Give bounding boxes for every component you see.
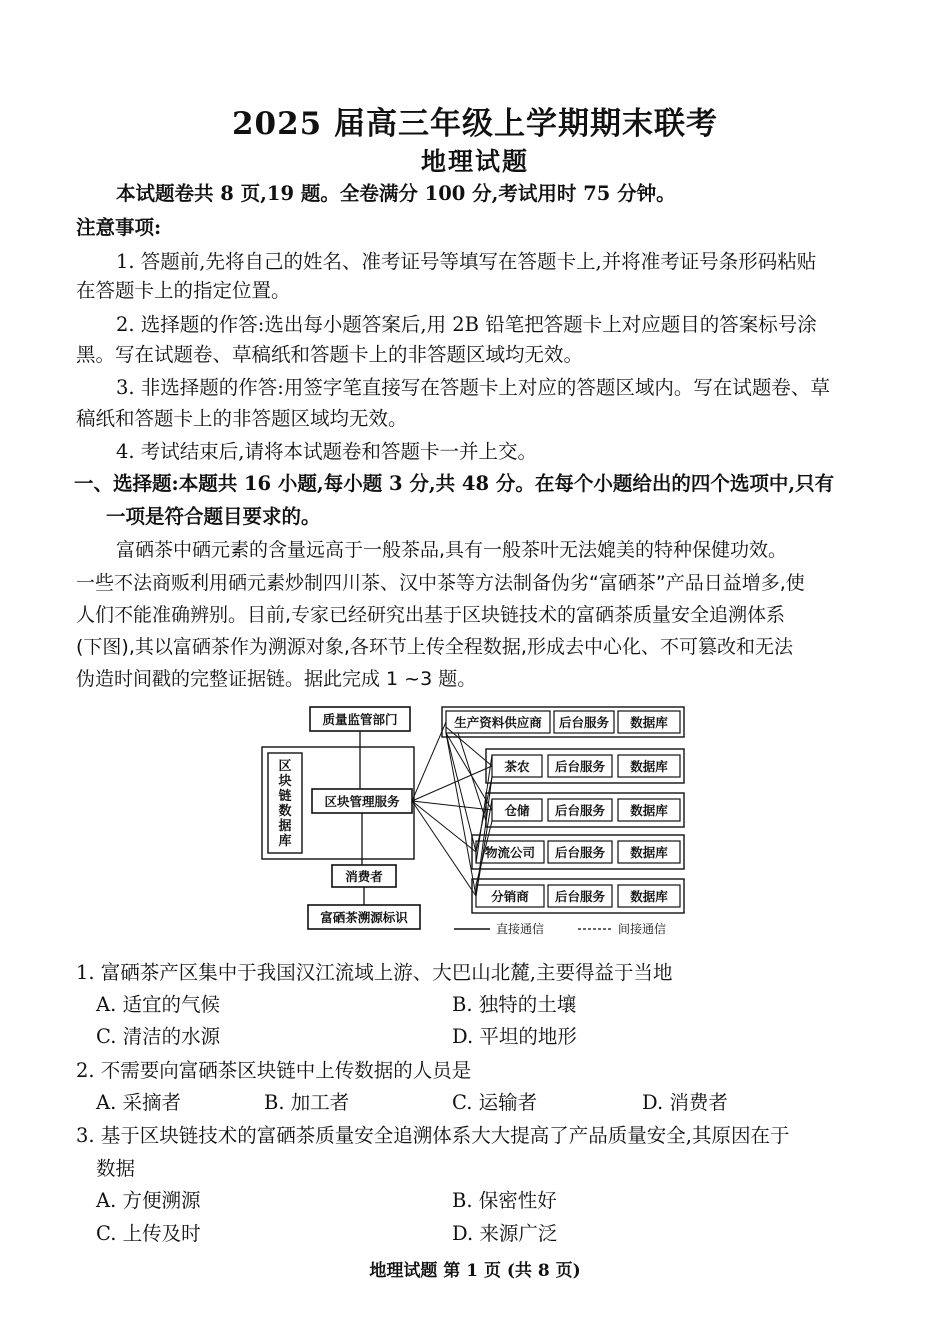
supervisor-label: 质量监管部门 xyxy=(322,712,398,727)
passage-line: (下图),其以富硒茶作为溯源对象,各环节上传全程数据,形成去中心化、不可篡改和无法 xyxy=(76,636,793,658)
option: A. 采摘者 xyxy=(96,1091,181,1114)
legend-direct: 直接通信 xyxy=(496,922,545,936)
passage-line: 一些不法商贩利用硒元素炒制四川茶、汉中茶等方法制备伪劣“富硒茶”产品日益增多,使 xyxy=(76,572,805,594)
row-db: 数据库 xyxy=(630,803,668,818)
blockchain-db-label-char: 库 xyxy=(278,834,292,849)
section-heading: 一、选择题:本题共 16 小题,每小题 3 分,共 48 分。在每个小题给出的四个选项中,只有 xyxy=(74,472,835,495)
row-db: 数据库 xyxy=(630,889,668,904)
notice-line: 3. 非选择题的作答:用签字笔直接写在答题卡上对应的答题区域内。写在试题卷、草 xyxy=(116,376,830,399)
section-heading-cont: 一项是符合题目要求的。 xyxy=(106,505,321,528)
question-stem: 2. 不需要向富硒茶区块链中上传数据的人员是 xyxy=(76,1059,472,1082)
notice-line: 4. 考试结束后,请将本试题卷和答题卡一并上交。 xyxy=(116,440,538,463)
option: B. 保密性好 xyxy=(452,1189,557,1212)
option: B. 加工者 xyxy=(264,1091,350,1114)
option: C. 上传及时 xyxy=(96,1222,201,1245)
row-name: 物流公司 xyxy=(484,845,536,860)
exam-info: 本试题卷共 8 页,19 题。全卷满分 100 分,考试用时 75 分钟。 xyxy=(116,182,676,205)
notice-line: 在答题卡上的指定位置。 xyxy=(76,279,291,302)
question-stem: 3. 基于区块链技术的富硒茶质量安全追溯体系大大提高了产品质量安全,其原因在于 xyxy=(76,1124,790,1147)
option: B. 独特的土壤 xyxy=(452,993,577,1016)
blockchain-db-label-char: 区 xyxy=(278,759,292,774)
exam-subtitle: 地理试题 xyxy=(420,147,529,176)
notice-line: 2. 选择题的作答:选出每小题答案后,用 2B 铅笔把答题卡上对应题目的答案标号涂 xyxy=(116,313,817,336)
trace-label: 富硒茶溯源标识 xyxy=(320,910,408,925)
option: A. 方便溯源 xyxy=(96,1189,201,1212)
row-service: 后台服务 xyxy=(554,803,606,818)
option: D. 来源广泛 xyxy=(452,1222,558,1245)
row-name: 仓储 xyxy=(504,803,530,818)
option: C. 清洁的水源 xyxy=(96,1025,221,1048)
notice-line: 黑。写在试题卷、草稿纸和答题卡上的非答题区域均无效。 xyxy=(76,343,584,366)
blockchain-db-label-char: 据 xyxy=(278,819,292,834)
question-stem: 1. 富硒茶产区集中于我国汉江流域上游、大巴山北麓,主要得益于当地 xyxy=(76,961,673,984)
option: C. 运输者 xyxy=(452,1091,538,1114)
blockchain-db-label-char: 链 xyxy=(278,789,292,804)
row-service: 后台服务 xyxy=(554,889,606,904)
notice-line: 1. 答题前,先将自己的姓名、准考证号等填写在答题卡上,并将准考证号条形码粘贴 xyxy=(116,250,817,273)
option: D. 平坦的地形 xyxy=(452,1025,577,1048)
row-service: 后台服务 xyxy=(558,715,610,730)
option: A. 适宜的气候 xyxy=(96,993,220,1016)
blockchain-db-label xyxy=(272,759,298,849)
blockchain-db-label-char: 块 xyxy=(278,774,292,789)
notice-line: 稿纸和答题卡上的非答题区域均无效。 xyxy=(76,407,408,430)
page-footer: 地理试题 第 1 页 (共 8 页) xyxy=(369,1261,581,1281)
row-name: 分销商 xyxy=(491,889,529,904)
blockchain-diagram xyxy=(258,703,690,941)
consumer-label: 消费者 xyxy=(345,869,383,884)
row-db: 数据库 xyxy=(630,759,668,774)
blockchain-db-label-char: 数 xyxy=(278,804,292,819)
option: D. 消费者 xyxy=(642,1091,728,1114)
passage-line: 人们不能准确辨别。目前,专家已经研究出基于区块链技术的富硒茶质量安全追溯体系 xyxy=(76,604,786,626)
exam-title: 2025 届高三年级上学期期末联考 xyxy=(231,106,719,142)
legend-indirect: 间接通信 xyxy=(618,922,667,936)
passage-line: 伪造时间戳的完整证据链。据此完成 1 ~3 题。 xyxy=(76,668,477,690)
row-service: 后台服务 xyxy=(554,759,606,774)
row-db: 数据库 xyxy=(630,715,668,730)
passage-line: 富硒茶中硒元素的含量远高于一般茶品,具有一般茶叶无法媲美的特种保健功效。 xyxy=(116,539,788,561)
row-service: 后台服务 xyxy=(554,845,606,860)
row-db: 数据库 xyxy=(630,845,668,860)
question-stem-cont: 数据 xyxy=(96,1157,136,1180)
row-name: 茶农 xyxy=(504,759,530,774)
row-name: 生产资料供应商 xyxy=(454,715,542,730)
notice-heading: 注意事项: xyxy=(76,216,162,239)
block-service-label: 区块管理服务 xyxy=(324,794,400,809)
